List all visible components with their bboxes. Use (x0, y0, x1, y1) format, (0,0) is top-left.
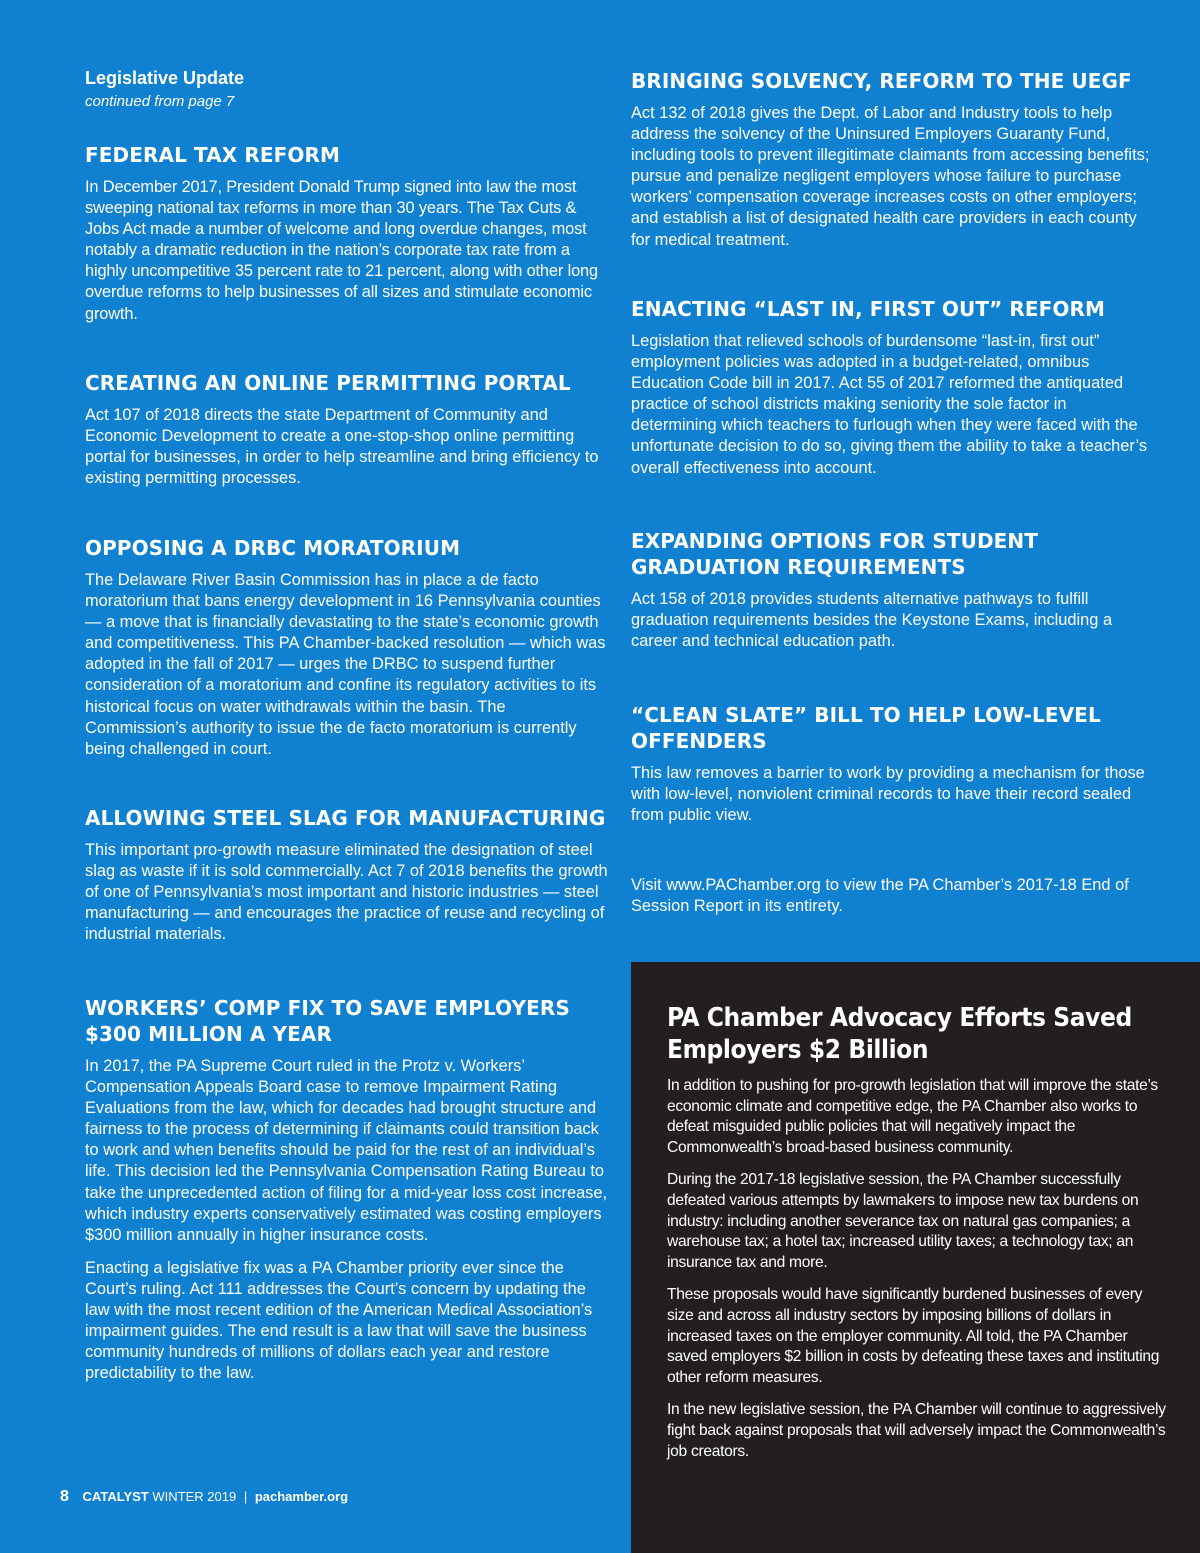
section-paragraph: Act 158 of 2018 provides students alternative pathways to fulfill graduation requirements besides the Keystone Exams, including a career and technical education path. (631, 590, 1113, 651)
section-steel-slag (85, 805, 610, 957)
sidebar-paragraph: These proposals would have significantly burdened businesses of every size and across all industry sectors by imposing billions of dollars in increased taxes on the employer community. All told, the PA Chamber saved employers $2 billion in costs by defeating these taxes and instituting other reform measures. (667, 1286, 1160, 1386)
section-heading: ALLOWING STEEL SLAG FOR MANUFACTURING (85, 806, 606, 830)
section-heading: CREATING AN ONLINE PERMITTING PORTAL (85, 371, 571, 395)
page-footer (60, 1488, 348, 1506)
page-number: 8 (60, 1488, 69, 1505)
section-heading: WORKERS’ COMP FIX TO SAVE EMPLOYERS $300 MILLION A YEAR (85, 996, 570, 1046)
sidebar-title: PA Chamber Advocacy Efforts Saved Employers $2 Billion (667, 1003, 1132, 1065)
section-paragraph: Act 107 of 2018 directs the state Department of Community and Economic Development to create a one-stop-shop online permitting portal for businesses, in order to help streamline and bring efficiency to existing permitting processes. (85, 406, 599, 488)
section-paragraph: Legislation that relieved schools of burdensome “last-in, first out” employment policies was adopted in a budget-related, omnibus Education Code bill in 2017. Act 55 of 2017 reformed the antiquated practice of school districts making seniority the sole factor in determining which teachers to furlough when they were faced with the unfortunate decision to do so, giving them the ability to take a teacher’s overall effectiveness into account. (631, 332, 1148, 477)
sidebar-paragraph: In the new legislative session, the PA Chamber will continue to aggressively fight back against proposals that will adversely impact the Commonwealth’s job creators. (667, 1401, 1166, 1460)
section-uegf (631, 68, 1156, 263)
section-heading: FEDERAL TAX REFORM (85, 143, 340, 167)
sidebar-paragraph: During the 2017-18 legislative session, the PA Chamber successfully defeated various attempts by lawmakers to impose new tax burdens on industry: including another severance tax on natural gas companies; a warehouse tax; a hotel tax; increased utility taxes; a technology tax; an insurance tax and more. (667, 1171, 1139, 1271)
section-paragraph: Enacting a legislative fix was a PA Chamber priority ever since the Court’s ruling. Act 111 addresses the Court’s concern by updating the law with the most recent edition of the American Medical Association’s impairment guides. The end result is a law that will save the business community hundreds of millions of dollars each year and restore predictability to the law. (85, 1258, 593, 1383)
advocacy-sidebar (631, 962, 1200, 1553)
advocacy-sidebar-content (667, 1002, 1167, 1474)
section-lifo-reform (631, 296, 1156, 491)
section-graduation-requirements (631, 528, 1156, 664)
section-clean-slate (631, 702, 1156, 838)
footer-separator: | (243, 1489, 248, 1504)
section-paragraph: This important pro-growth measure eliminated the designation of steel slag as waste if it is sold commercially. Act 7 of 2018 benefits the growth of one of Pennsylvania’s most important and historic industries — steel manufacturing — and encourages the practice of reuse and recycling of industrial materials. (85, 841, 608, 944)
kicker (85, 68, 610, 112)
publication-brand: CATALYST (82, 1489, 149, 1504)
footer-site-link[interactable]: pachamber.org (254, 1489, 349, 1504)
kicker-subtitle: continued from page 7 (85, 93, 235, 111)
section-drbc-moratorium (85, 535, 610, 772)
section-paragraph: Act 132 of 2018 gives the Dept. of Labor and Industry tools to help address the solvency of the Uninsured Employers Guaranty Fund, including tools to prevent illegitimate claimants from accessing benefits; pursue and penalize negligent employers whose failure to purchase workers’ compensation coverage increases costs on other employers; and establish a list of designated health care providers in each county for medical treatment. (631, 104, 1150, 249)
publication-issue: WINTER 2019 (152, 1489, 237, 1504)
section-heading: ENACTING “LAST IN, FIRST OUT” REFORM (631, 297, 1106, 321)
section-heading: OPPOSING A DRBC MORATORIUM (85, 536, 461, 560)
section-paragraph: In 2017, the PA Supreme Court ruled in the Protz v. Workers’ Compensation Appeals Board case to remove Impairment Rating Evaluations from the law, which for decades had brought structure and fairness to the process of determining if claimants could transition back to work and when benefits should be paid for the rest of an individual’s life. This decision led the Pennsylvania Compensation Rating Bureau to take the unprecedented action of filing for a mid-year loss cost increase, which industry experts conservatively estimated was costing employers $300 million annually in higher insurance costs. (85, 1057, 608, 1244)
sidebar-paragraph: In addition to pushing for pro-growth legislation that will improve the state’s economic climate and competitive edge, the PA Chamber also works to defeat misguided public policies that will negatively impact the Commonwealth’s broad-based business community. (667, 1077, 1158, 1156)
section-paragraph: In December 2017, President Donald Trump signed into law the most sweeping national tax reforms in more than 30 years. The Tax Cuts & Jobs Act made a number of welcome and long overdue changes, most notably a dramatic reduction in the nation’s corporate tax rate from a highly uncompetitive 35 percent rate to 21 percent, along with other long overdue reforms to help businesses of all sizes and stimulate economic growth. (85, 178, 598, 323)
section-workers-comp (85, 995, 610, 1396)
section-paragraph: This law removes a barrier to work by providing a mechanism for those with low-level, nonviolent criminal records to have their record sealed from public view. (631, 764, 1145, 825)
kicker-title: Legislative Update (85, 68, 245, 88)
section-heading: BRINGING SOLVENCY, REFORM TO THE UEGF (631, 69, 1132, 93)
visit-note (631, 875, 1156, 929)
section-paragraph: The Delaware River Basin Commission has in place a de facto moratorium that bans energy development in 16 Pennsylvania counties — a move that is financially devastating to the state’s economic growth and competitiveness. This PA Chamber-backed resolution — which was adopted in the fall of 2017 — urges the DRBC to suspend further consideration of a moratorium and confine its regulatory activities to its historical focus on water withdrawals within the basin. The Commission’s authority to issue the de facto moratorium is currently being challenged in court. (85, 571, 606, 758)
section-heading: EXPANDING OPTIONS FOR STUDENT GRADUATION REQUIREMENTS (631, 529, 1038, 579)
section-heading: “CLEAN SLATE” BILL TO HELP LOW-LEVEL OFFENDERS (631, 703, 1101, 753)
section-online-permitting (85, 370, 610, 501)
visit-note-text: Visit www.PAChamber.org to view the PA Chamber’s 2017-18 End of Session Report in its entirety. (631, 876, 1129, 916)
section-federal-tax-reform (85, 142, 610, 337)
